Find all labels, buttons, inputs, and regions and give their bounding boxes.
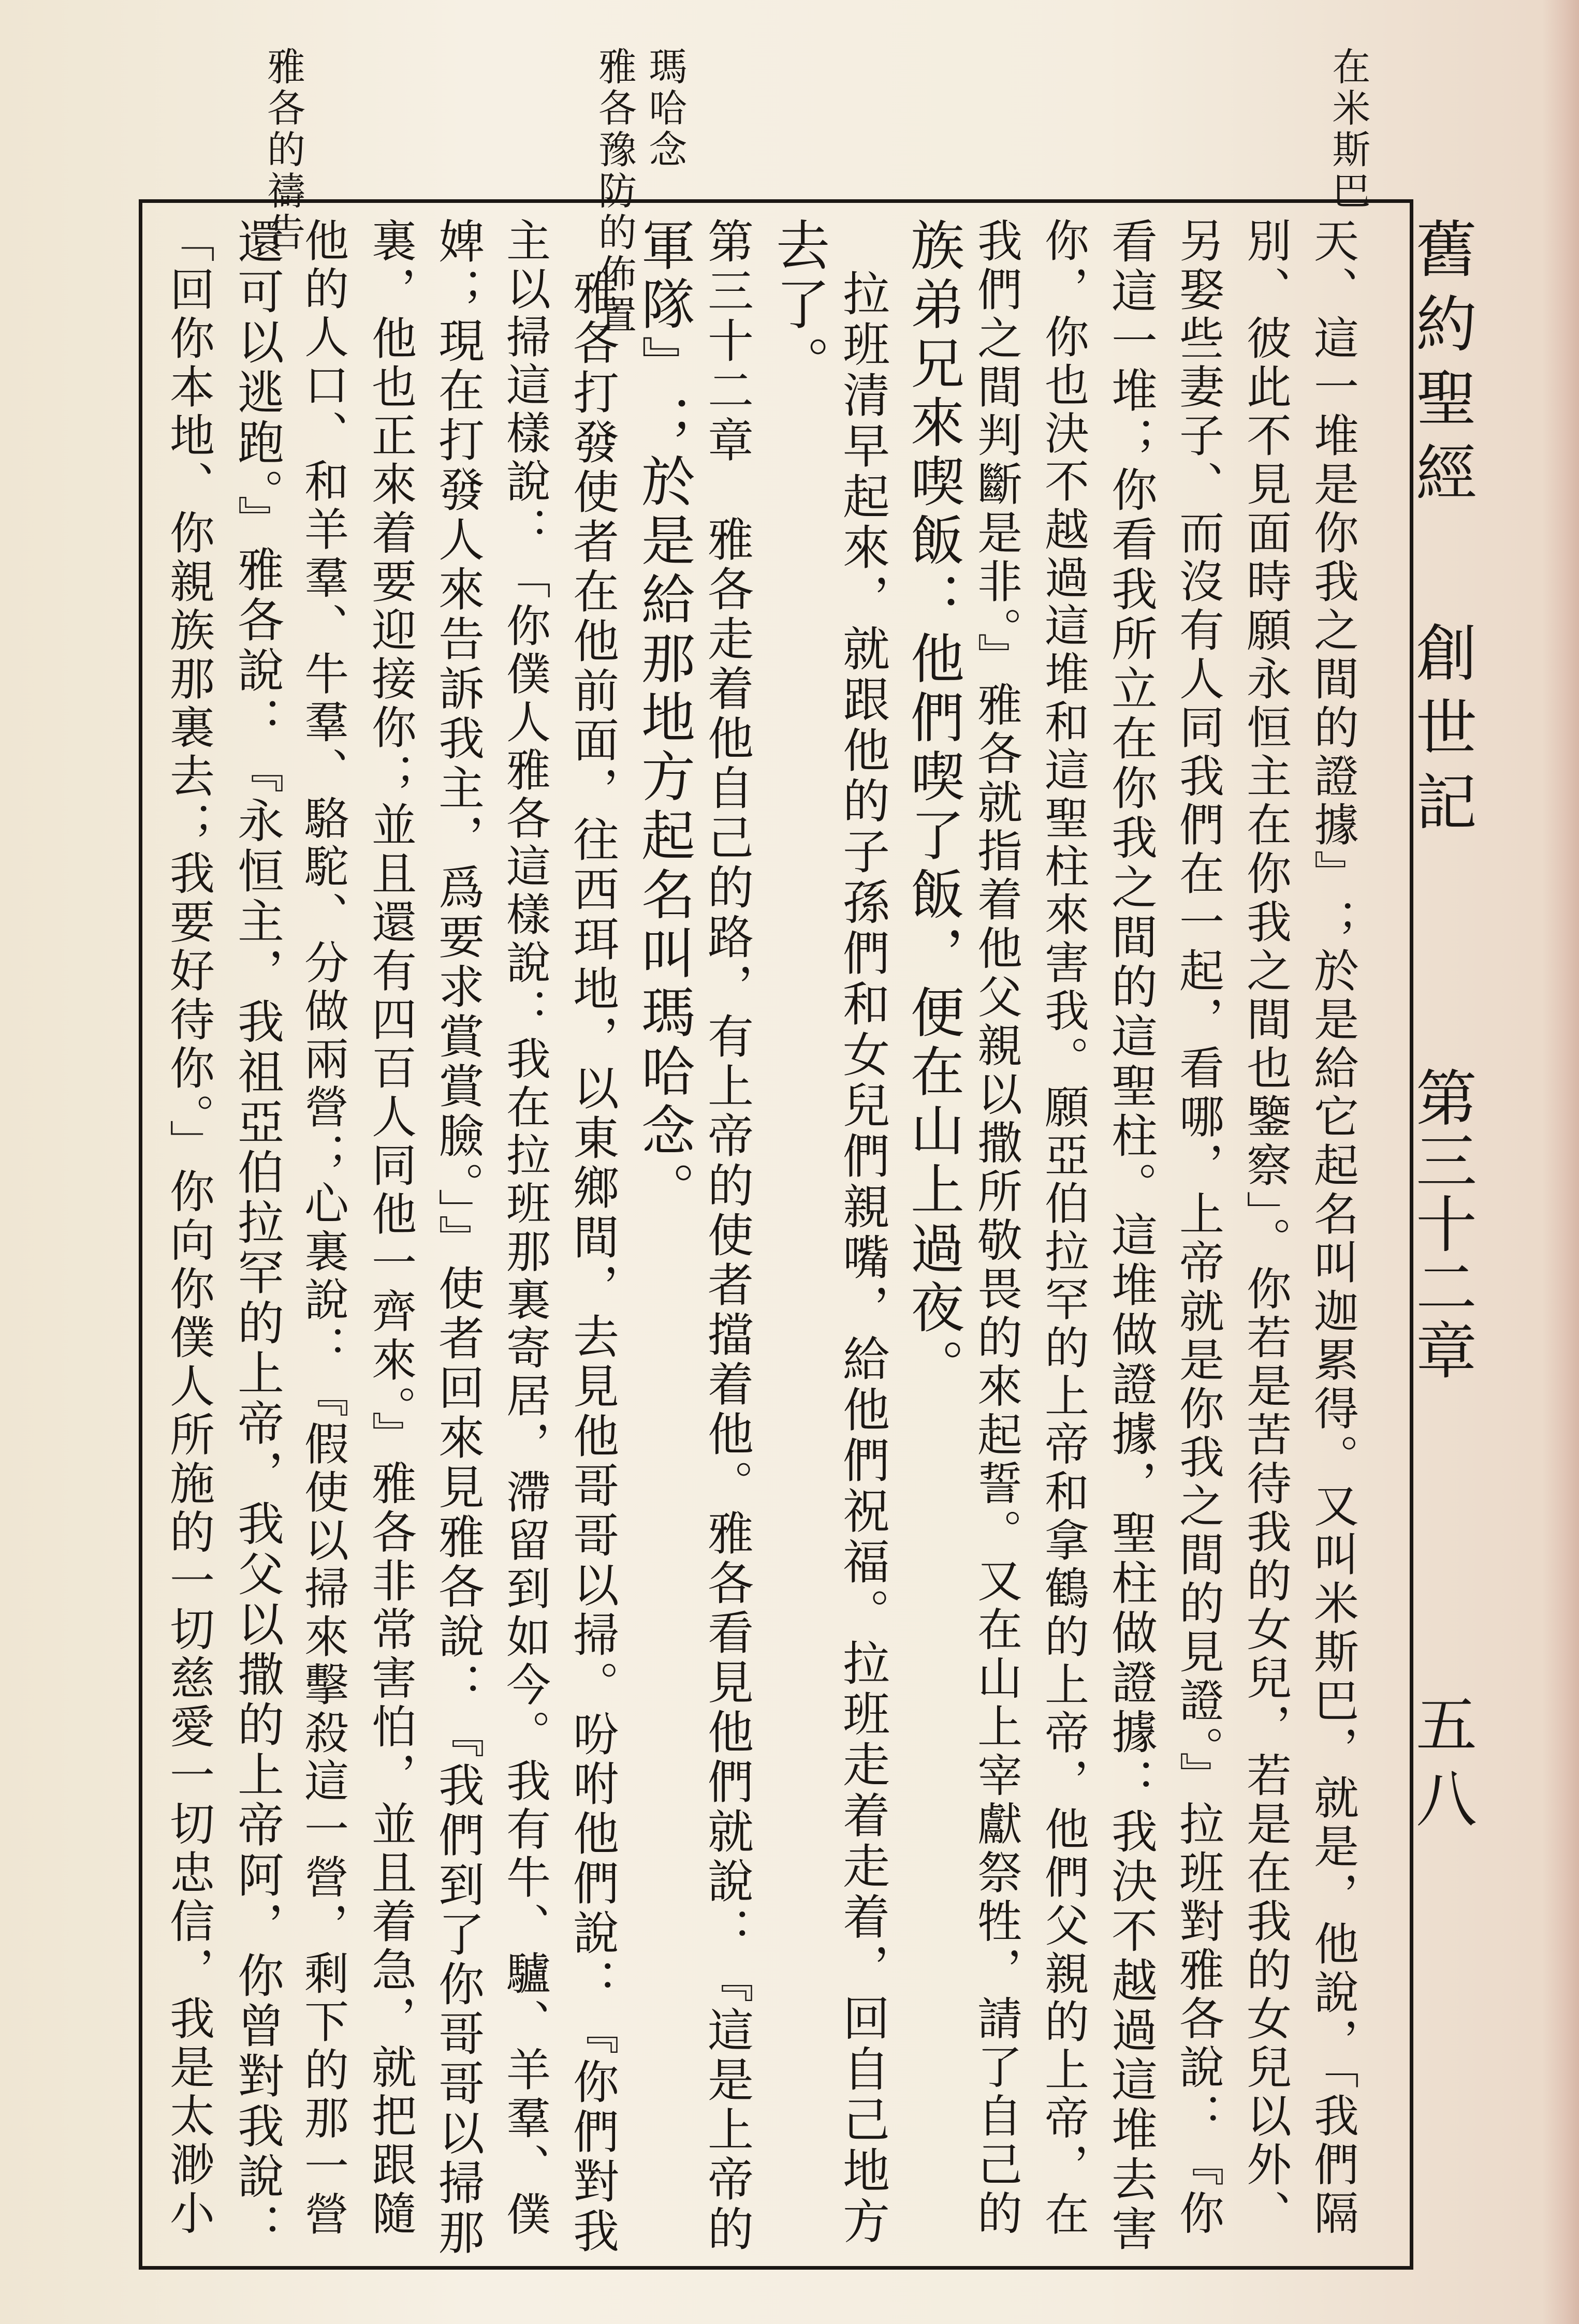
text-column: 裏，他也正來着要迎接你；並且還有四百人同他一齊來。』雅各非常害怕，並且着急，就把跟隨	[364, 217, 417, 2239]
margin-note: 在米斯巴	[1326, 47, 1371, 212]
text-column: 婢；現在打發人來告訴我主，爲要求賞賞臉。」』使者回來見雅各說：『我們到了你哥哥以掃那	[431, 217, 485, 2258]
text-column: 我們之間判斷是非。』雅各就指着他父親以撒所敬畏的來起誓。又在山上宰獻祭牲，請了自己的	[970, 217, 1022, 2239]
chapter-start-column: 第三十二章 雅各走着他自己的路，有上帝的使者擋着他。雅各看見他們就說：『這是上帝的	[700, 217, 754, 2255]
text-column: 軍隊』；於是給那地方起名叫瑪哈念。	[632, 217, 695, 1220]
margin-note: 雅各的禱告	[261, 47, 305, 254]
margin-note: 雅各豫防的佈置	[592, 47, 637, 336]
text-column: 別、彼此不見面時願永恒主在你我之間也鑒察」。你若是苦待我的女兒，若是在我的女兒以外、	[1239, 217, 1292, 2239]
book-name: 創世記	[1406, 621, 1477, 845]
text-column: 族弟兄來喫飯：他們喫了飯，便在山上過夜。	[901, 217, 964, 1398]
text-column: 拉班清早起來，就跟他的子孫們和女兒們親嘴，給他們祝福。拉班走着走着，回自己地方	[835, 269, 889, 2247]
book-title: 舊約聖經	[1406, 217, 1477, 516]
margin-note: 瑪哈念	[642, 47, 688, 171]
text-column: 另娶些妻子、而沒有人同我們在一起，看哪，上帝就是你我之間的見證。』拉班對雅各說：『你	[1172, 217, 1224, 2239]
text-column: 「回你本地、你親族那裏去；我要好待你。」你向你僕人所施的一切慈愛一切忠信，我是太渺小	[162, 217, 215, 2239]
text-column: 他的人口、和羊羣、牛羣、駱駝、分做兩營；心裏說：『假使以掃來擊殺這一營，剩下的那一營	[297, 217, 348, 2239]
chapter-heading: 第三十二章	[1406, 1066, 1477, 1382]
text-column: 天、這一堆是你我之間的證據』；於是給它起名叫迦累得。又叫米斯巴，就是，他說，「我們隔	[1306, 217, 1359, 2239]
text-column: 去了。	[767, 217, 830, 394]
text-column: 主以掃這樣說：「你僕人雅各這樣說：我在拉班那裏寄居，滯留到如今。我有牛、驢、羊羣、僕	[499, 217, 550, 2239]
text-column: 還可以逃跑。』雅各說：『永恒主，我祖亞伯拉罕的上帝，我父以撒的上帝阿，你曾對我說：	[229, 217, 284, 2253]
text-column: 看這一堆；你看我所立在你我之間的這聖柱。這堆做證據，聖柱做證據：我決不越過這堆去害	[1104, 217, 1158, 2255]
text-column: 雅各打發使者在他前面，往西珥地，以東鄉間，去見他哥哥以掃。吩咐他們說：『你們對我	[566, 269, 620, 2257]
page-number: 五八	[1406, 1693, 1477, 1842]
text-column: 你，你也決不越過這堆和這聖柱來害我。願亞伯拉罕的上帝和拿鶴的上帝，他們父親的上帝，在	[1037, 217, 1089, 2239]
page-edge	[1543, 0, 1579, 2324]
